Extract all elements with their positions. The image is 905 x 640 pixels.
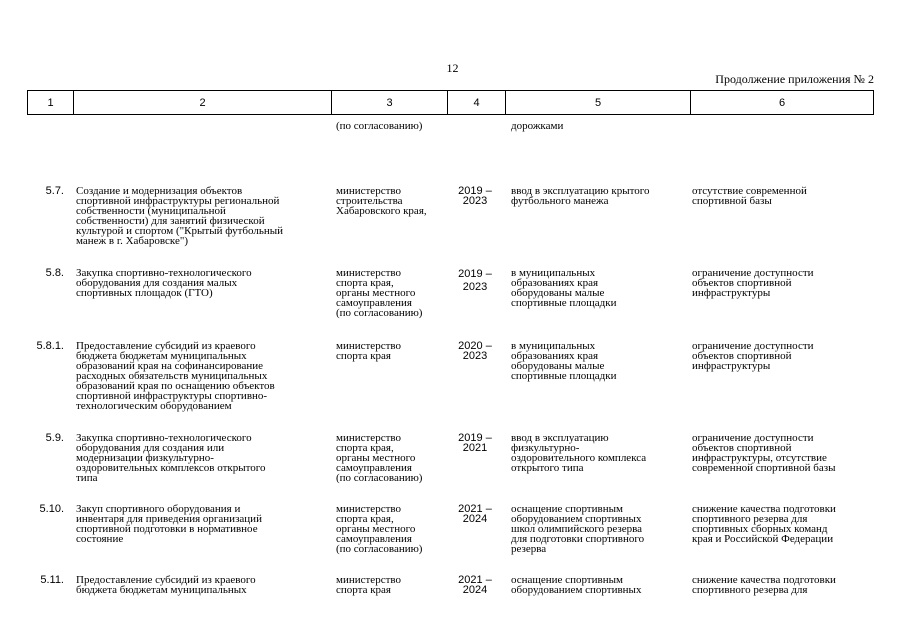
row-years: 2019 – 2023 — [458, 185, 492, 207]
row-number: 5.9. — [45, 432, 64, 444]
carry-over-result: дорожками — [511, 120, 564, 132]
row-consequence: ограничение доступности объектов спортивной инфраструктуры — [692, 267, 814, 299]
row-measure-name: Закуп спортивного оборудования и инвентаря для приведения организаций спортивной подготовки в нормативное состояние — [76, 503, 262, 545]
row-executor: министерство спорта края, органы местного самоуправления (по согласованию) — [336, 267, 423, 319]
column-header-2: 2 — [74, 91, 332, 115]
row-result: в муниципальных образованиях края оборудованы малые спортивные площадки — [511, 340, 617, 382]
column-header-5: 5 — [506, 91, 691, 115]
row-executor: министерство спорта края, органы местного самоуправления (по согласованию) — [336, 503, 423, 555]
row-measure-name: Предоставление субсидий из краевого бюджета бюджетам муниципальных образований края на софинансирование расходных обязательств муниципальных образований края по оснащению объектов спортивной инфраструктуры спортивно- технологическим оборудованием — [76, 340, 275, 412]
row-result: в муниципальных образованиях края оборудованы малые спортивные площадки — [511, 267, 617, 309]
row-number: 5.8.1. — [36, 340, 64, 352]
row-measure-name: Предоставление субсидий из краевого бюджета бюджетам муниципальных — [76, 574, 256, 596]
column-header-6: 6 — [691, 91, 874, 115]
row-executor: министерство спорта края — [336, 340, 402, 362]
row-number: 5.10. — [39, 503, 64, 515]
row-consequence: отсутствие современной спортивной базы — [692, 185, 807, 207]
row-executor: министерство спорта края, органы местного самоуправления (по согласованию) — [336, 432, 423, 484]
column-header-table — [27, 90, 874, 115]
row-executor: министерство спорта края — [336, 574, 402, 596]
row-result: оснащение спортивным оборудованием спортивных — [511, 574, 642, 596]
row-number: 5.11. — [40, 574, 64, 586]
row-number: 5.8. — [45, 267, 64, 279]
row-measure-name: Создание и модернизация объектов спортивной инфраструктуры региональной собственности (муниципальной собственности) для занятий физической культурой и спортом ("Крытый футбольный манеж в г. Хабаровске") — [76, 185, 284, 247]
continuation-label: Продолжение приложения № 2 — [715, 72, 874, 86]
row-consequence: ограничение доступности объектов спортивной инфраструктуры — [692, 340, 814, 372]
row-executor: министерство строительства Хабаровского края, — [336, 185, 427, 217]
row-measure-name: Закупка спортивно-технологического оборудования для создания малых спортивных площадок (ГТО) — [76, 267, 252, 299]
page-number: 12 — [446, 61, 459, 75]
row-years: 2019 – 2021 — [458, 432, 492, 454]
carry-over-executor: (по согласованию) — [336, 120, 423, 132]
row-consequence: снижение качества подготовки спортивного резерва для — [692, 574, 836, 596]
row-years: 2021 – 2024 — [458, 503, 492, 525]
row-years: 2021 – 2024 — [458, 574, 492, 596]
row-measure-name: Закупка спортивно-технологического оборудования для создания или модернизации физкультурно- оздоровительных комплексов открытого типа — [76, 432, 266, 484]
column-header-4: 4 — [448, 91, 506, 115]
row-result: ввод в эксплуатацию физкультурно- оздоровительного комплекса открытого типа — [511, 432, 647, 474]
row-number: 5.7. — [45, 185, 64, 197]
row-years: 2020 – 2023 — [458, 340, 492, 362]
row-consequence: ограничение доступности объектов спортивной инфраструктуры, отсутствие современной спортивной базы — [692, 432, 836, 474]
row-result: оснащение спортивным оборудованием спортивных школ олимпийского резерва для подготовки спортивного резерва — [511, 503, 645, 555]
row-result: ввод в эксплуатацию крытого футбольного манежа — [511, 185, 650, 207]
row-consequence: снижение качества подготовки спортивного резерва для спортивных сборных команд края и Российской Федерации — [692, 503, 836, 545]
row-years: 2019 – 2023 — [458, 268, 492, 293]
column-header-1: 1 — [28, 91, 74, 115]
column-header-3: 3 — [332, 91, 448, 115]
